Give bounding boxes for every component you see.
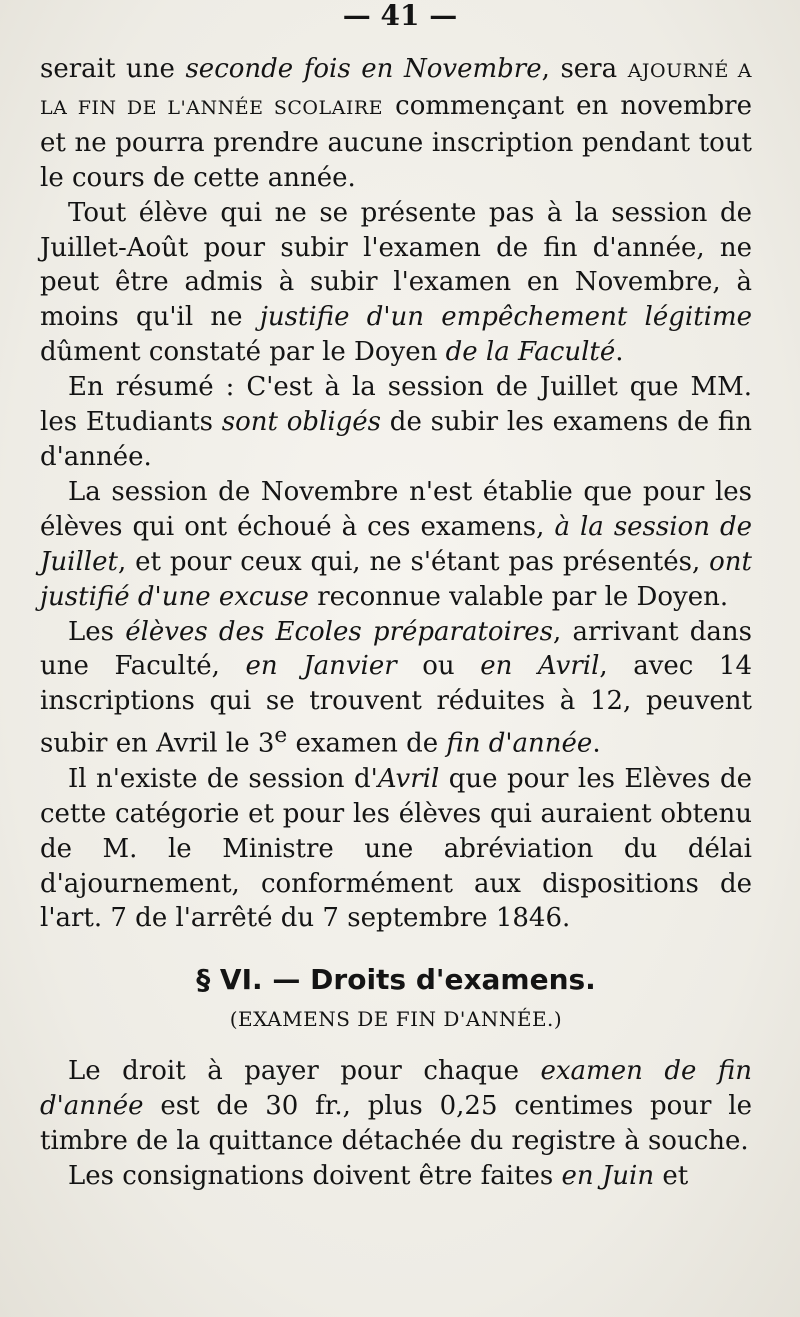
p1-text-3: commençant en novembre et ne pourra prendre aucune inscription pendant tout le cours de cette année. xyxy=(40,90,752,193)
p5-text-1: Les xyxy=(68,616,126,647)
p7-italic-1: examen de fin d'année xyxy=(40,1056,753,1122)
p1-text-1: serait une xyxy=(40,54,186,84)
paragraph-1 xyxy=(40,52,752,196)
paragraph-6 xyxy=(40,762,752,937)
paragraph-4 xyxy=(40,475,752,615)
p8-italic-1: en Juin xyxy=(561,1161,655,1192)
p5-text-4: , avec 14 inscriptions qui se trouvent réduites à 12, peuvent subir en Avril le 3 xyxy=(40,651,752,759)
p6-text-1: Il n'existe de session d' xyxy=(68,763,378,794)
p5-text-5: examen de xyxy=(287,728,447,759)
p4-text-2: , et pour ceux qui, ne s'étant pas présentés, xyxy=(117,546,710,577)
paragraph-5 xyxy=(40,615,752,762)
p5-italic-2: en Janvier xyxy=(245,651,397,682)
p5-italic-1: élèves des Ecoles préparatoires xyxy=(125,616,554,647)
p5-text-3: ou xyxy=(396,651,481,682)
p7-text-2: est de 30 fr., plus 0,25 centimes pour le timbre de la quittance détachée du registre à souche. xyxy=(40,1091,752,1157)
section-heading: § VI. — Droits d'examens. xyxy=(196,963,596,997)
p8-text-1: Les consignations doivent être faites xyxy=(68,1161,562,1192)
p6-italic-1: Avril xyxy=(377,763,440,794)
p5-text-6: . xyxy=(592,728,601,759)
p8-text-2: et xyxy=(654,1161,689,1192)
paragraph-3 xyxy=(40,370,752,475)
p5-superscript: e xyxy=(274,723,288,749)
p3-text-1: En résumé : C'est à la session de Juillet que MM. les Etudiants xyxy=(40,372,752,438)
p7-text-1: Le droit à payer pour chaque xyxy=(68,1056,541,1087)
p5-italic-3: en Avril xyxy=(480,651,600,682)
p2-text-3: . xyxy=(615,337,624,368)
p4-italic-1: à la session de Juillet xyxy=(40,511,753,577)
section-subheading: (EXAMENS DE FIN D'ANNÉE.) xyxy=(229,1007,563,1032)
p1-small-caps: AJOURNÉ A LA FIN DE L'ANNÉE SCOLAIRE xyxy=(40,60,752,119)
page-body xyxy=(40,52,752,1194)
p5-italic-4: fin d'année xyxy=(446,728,593,759)
paragraph-8 xyxy=(40,1159,752,1194)
p4-text-3: reconnue valable par le Doyen. xyxy=(308,581,729,612)
p1-italic-1: seconde fois en Novembre xyxy=(185,54,542,84)
p3-italic-1: sont obligés xyxy=(221,407,382,438)
p4-text-1: La session de Novembre n'est établie que pour les élèves qui ont échoué à ces examens, xyxy=(40,476,752,542)
p4-italic-2: ont justifié d'une excuse xyxy=(40,546,752,612)
p5-text-2: , arrivant dans une Faculté, xyxy=(40,616,752,682)
paragraph-7 xyxy=(40,1054,752,1159)
p6-text-2: que pour les Elèves de cette catégorie et pour les élèves qui auraient obtenu de M. le Ministre une abréviation du délai d'ajournement, conformément aux dispositions de l'art. 7 de l'arrêté du 7 septembre 1846. xyxy=(40,763,753,934)
p2-italic-2: de la Faculté xyxy=(445,337,616,368)
p3-text-2: de subir les examens de fin d'année. xyxy=(40,407,752,472)
p2-text-1: Tout élève qui ne se présente pas à la session de Juillet-Août pour subir l'examen de fin d'année, ne peut être admis à subir l'examen en Novembre, à moins qu'il ne xyxy=(40,197,752,333)
p2-text-2: dûment constaté par le Doyen xyxy=(40,337,446,368)
p2-italic-1: justifie d'un empêchement légitime xyxy=(259,302,752,333)
page-number: — 41 — xyxy=(342,0,458,32)
p1-text-2: , sera xyxy=(541,54,628,84)
paragraph-2 xyxy=(40,196,752,371)
